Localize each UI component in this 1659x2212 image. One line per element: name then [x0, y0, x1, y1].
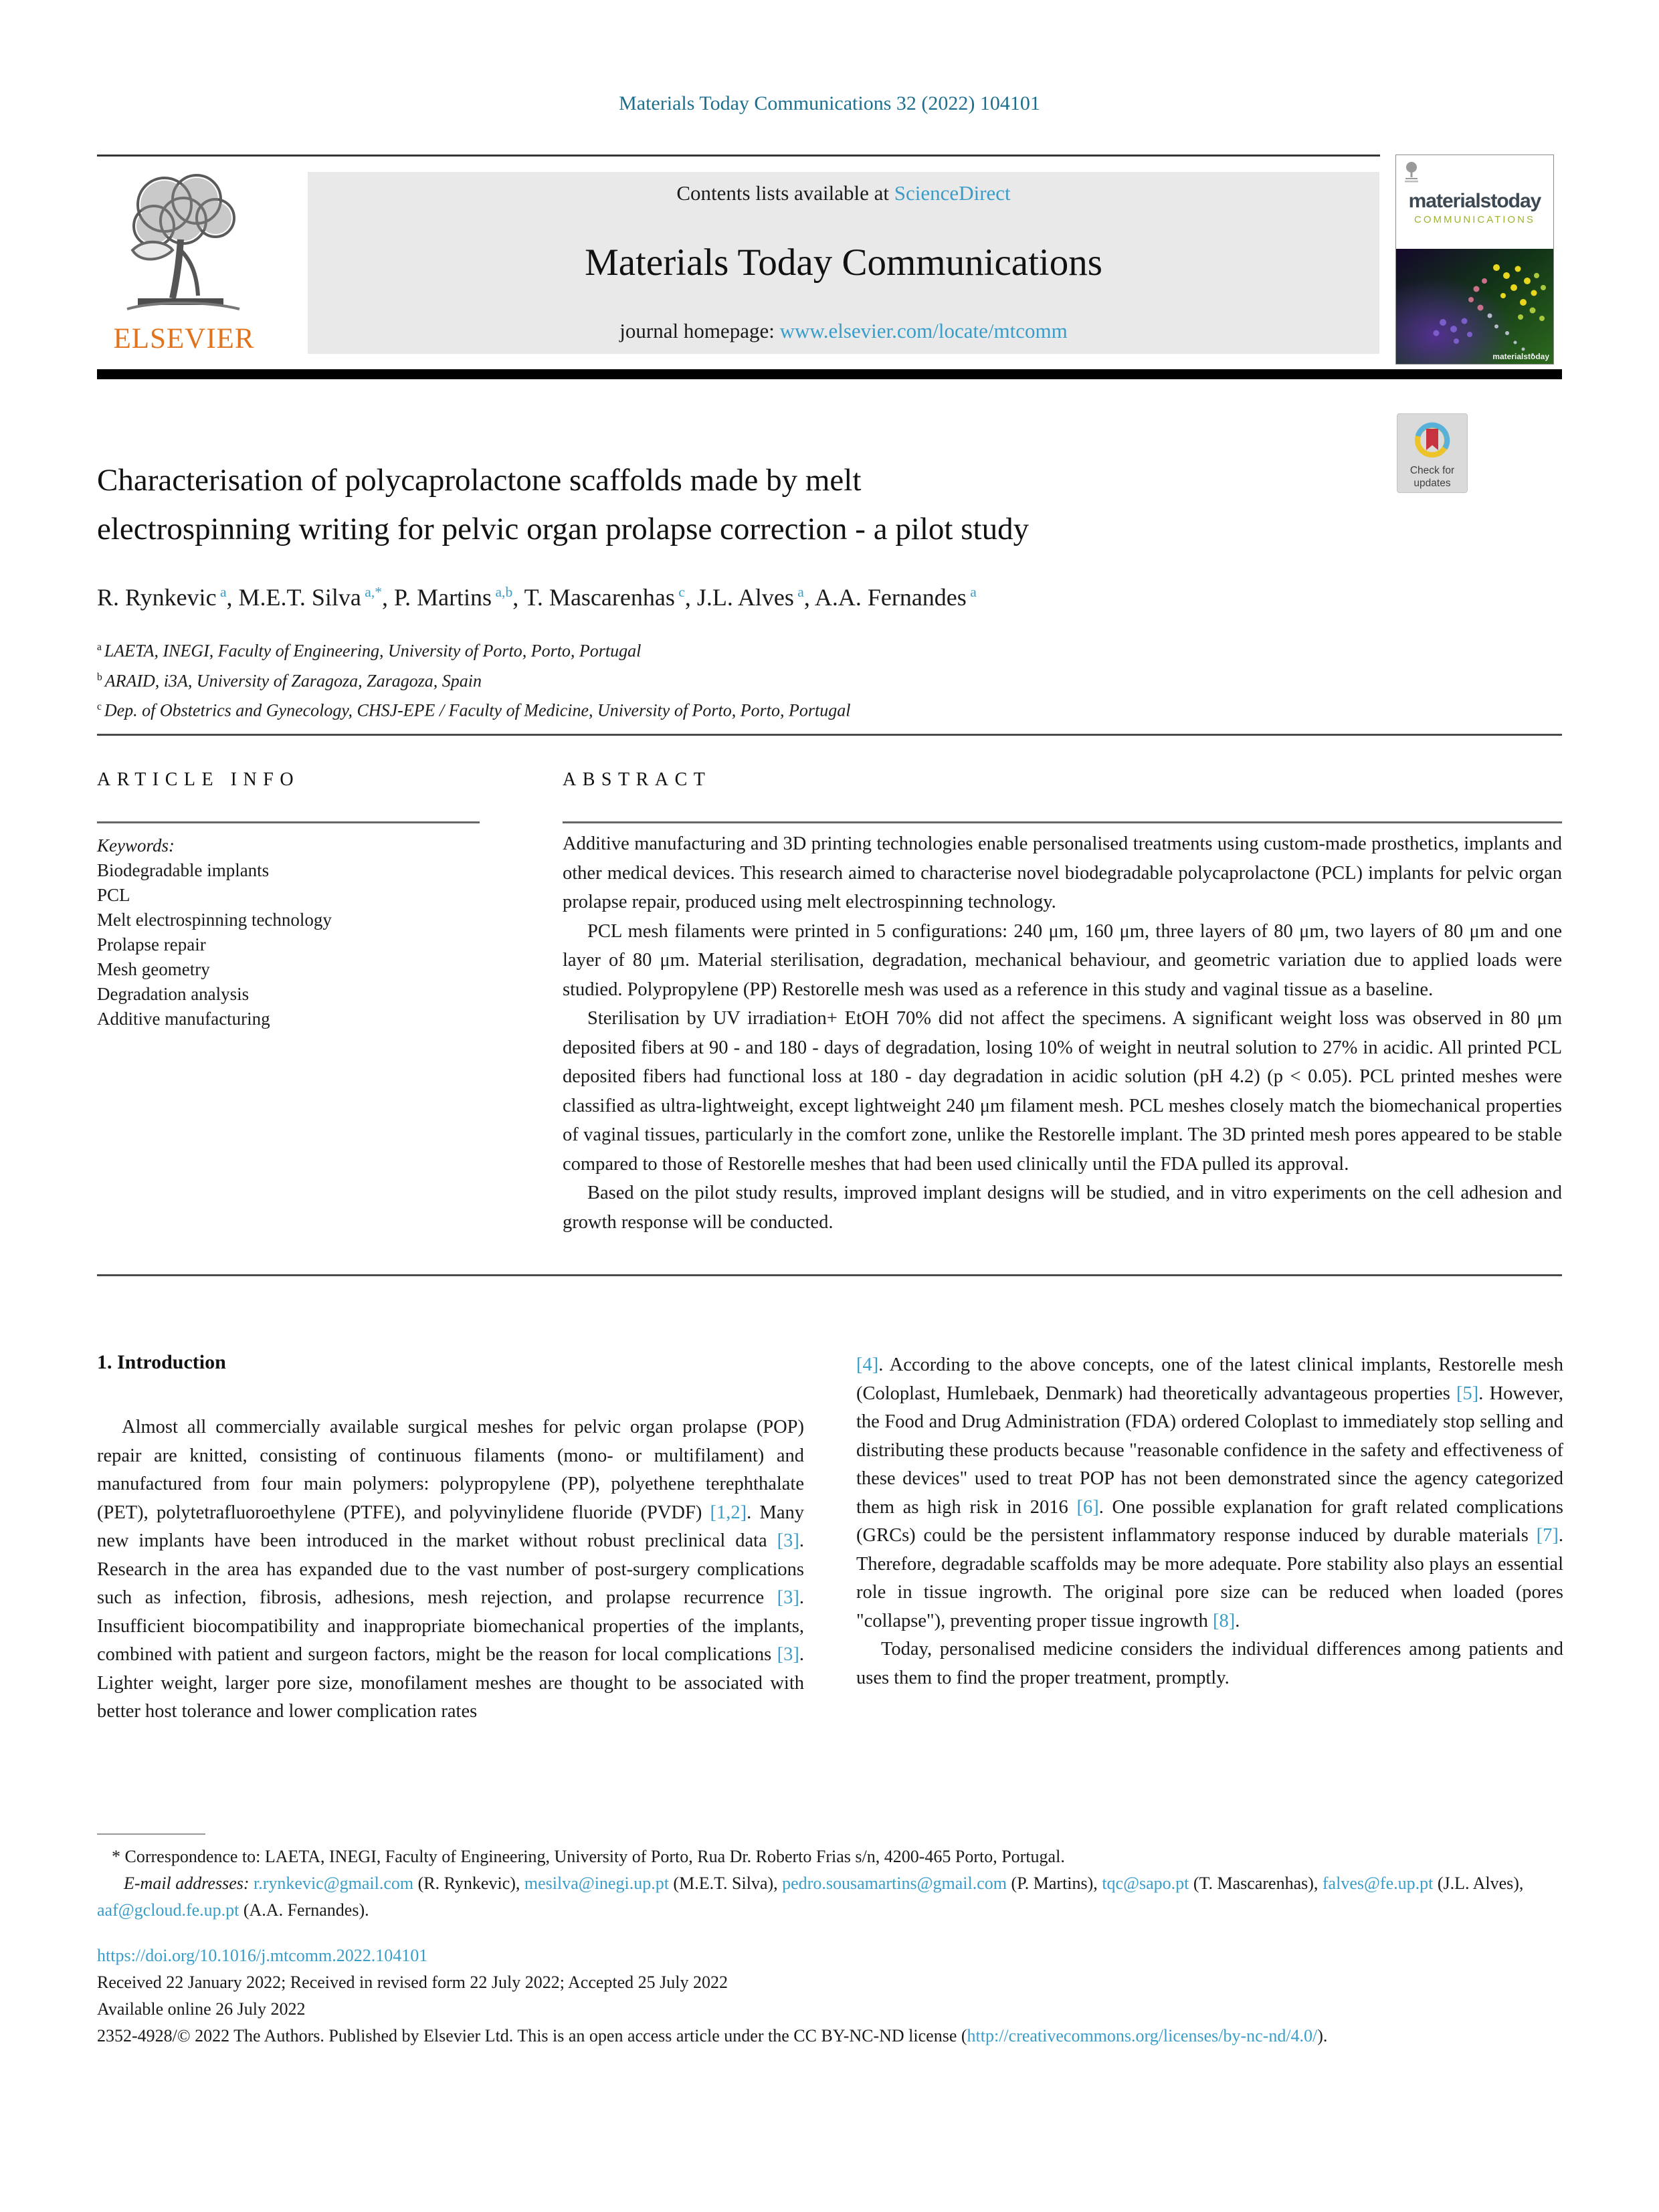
article-title [97, 456, 1435, 554]
inline-link[interactable]: [4] [856, 1354, 879, 1375]
keywords-list [97, 858, 525, 1031]
text-segment: a [966, 584, 977, 600]
text-segment: b [97, 671, 105, 683]
doi-url[interactable]: https://doi.org/10.1016/j.mtcomm.2022.104101 [97, 1946, 428, 1965]
text-segment: . Many new implants have been introduced in the market without robust preclinical data [97, 1502, 804, 1551]
footnotes [97, 1843, 1562, 2049]
text-segment: . According to the above concepts, one of the latest clinical implants, Restorelle mesh (Coloplast, Humlebaek, Denmark) had theoretically advantageous properties [856, 1354, 1563, 1404]
inline-link[interactable]: http://creativecommons.org/licenses/by-nc-nd/4.0/ [967, 2026, 1318, 2045]
received-dates: Received 22 January 2022; Received in revised form 22 July 2022; Accepted 25 July 2022 [97, 1973, 728, 1992]
text-segment: c [674, 584, 685, 600]
text-segment: a,* [361, 584, 383, 600]
text-segment: , J.L. Alves [684, 584, 794, 611]
abstract-paragraph: PCL mesh filaments were printed in 5 configurations: 240 μm, 160 μm, three layers of 80 μm, two layers of 80 μm and one layer of 80 μm. Material sterilisation, degradation, mechanical behaviour, and geometric variation due to applied loads were studied. Polypropylene (PP) Restorelle mesh was used as a reference in this study and vaginal tissue as a baseline. [563, 920, 1562, 1000]
text-segment: , P. Martins [382, 584, 492, 611]
inline-link[interactable]: www.elsevier.com/locate/mtcomm [779, 319, 1068, 342]
abstract-paragraph: Based on the pilot study results, improved implant designs will be studied, and in vitro experiments on the cell adhesion and growth response will be conducted. [563, 1183, 1562, 1233]
inline-link[interactable]: [6] [1076, 1496, 1099, 1518]
keyword-item: Additive manufacturing [97, 1009, 270, 1029]
text-segment: 2352-4928/© 2022 The Authors. Published by Elsevier Ltd. This is an open access article under the CC BY-NC-ND license ( [97, 2026, 967, 2045]
keyword-item: Melt electrospinning technology [97, 910, 332, 930]
text-segment: (T. Mascarenhas), [1189, 1874, 1323, 1893]
abstract-paragraph: Sterilisation by UV irradiation+ EtOH 70% did not affect the specimens. A significant weight loss was observed in 80 μm deposited fibers at 90 - and 180 - days of degradation, losing 10% of weight in neutral solution to 27% in acidic. All printed PCL deposited fibers had functional loss at 180 - day degradation in acidic solution (pH 4.2) (p < 0.05). PCL printed meshes were classified as ultra-lightweight, except lightweight 240 μm filament mesh. PCL meshes closely match the biomechanical properties of vaginal tissues, particularly in the comfort zone, unlike the Restorelle implant. The 3D printed mesh pores appeared to be stable compared to those of Restorelle meshes that had been used clinically until the FDA pulled its approval. [563, 1008, 1562, 1175]
cover-brand-small: materialstoday [1492, 352, 1549, 361]
keyword-item: Prolapse repair [97, 934, 206, 954]
inline-link[interactable]: [3] [777, 1587, 799, 1608]
correspondence-note: * Correspondence to: LAETA, INEGI, Faculty of Engineering, University of Porto, Rua Dr. Roberto Frias s/n, 4200-465 Porto, Portugal. [112, 1847, 1065, 1866]
text-segment: . Lighter weight, larger pore size, monofilament meshes are thought to be associated with better host tolerance and lower complication rates [97, 1644, 804, 1722]
inline-link[interactable]: falves@fe.up.pt [1322, 1874, 1434, 1893]
intro-paragraph-left [97, 1413, 804, 1726]
header-top-rule [97, 155, 1380, 157]
email-addresses-note [97, 1870, 1562, 1924]
author-line [97, 583, 1502, 611]
intro-paragraph-right-2: Today, personalised medicine considers the individual differences among patients and uses them to find the proper treatment, promptly. [856, 1639, 1563, 1688]
article-info-rule [97, 821, 480, 823]
text-segment: Almost all commercially available surgical meshes for pelvic organ prolapse (POP) repair are knitted, consisting of continuous filaments (mono- or multifilament) and manufactured from four main polymers: polypropylene (PP), polyethene terephthalate (PET), polytetrafluoroethylene (PTFE), and polyvinylidene fluoride (PVDF) [97, 1417, 804, 1523]
inline-link[interactable]: [3] [777, 1530, 799, 1551]
journal-title: Materials Today Communications [585, 241, 1102, 284]
inline-link[interactable]: pedro.sousamartins@gmail.com [782, 1874, 1007, 1893]
homepage-line [619, 319, 1067, 343]
crossmark-icon [1411, 419, 1453, 461]
abstract-body [563, 829, 1562, 1237]
text-segment: . Research in the area has expanded due to the vast number of post-surgery complications such as infection, fibrosis, adhesions, mesh rejection, and prolapse recurrence [97, 1530, 804, 1608]
inline-link[interactable]: mesilva@inegi.up.pt [524, 1874, 669, 1893]
text-segment: a,b [492, 584, 513, 600]
text-segment: a [216, 584, 227, 600]
list-item: Characterisation of polycaprolactone scaffolds made by melt [97, 463, 862, 498]
section-heading-introduction: 1. Introduction [97, 1351, 226, 1373]
right-column [856, 1351, 1563, 1692]
abstract-paragraph: Additive manufacturing and 3D printing technologies enable personalised treatments using custom-made prosthetics, implants and other medical devices. This research aimed to characterise novel biodegradable polycaprolactone (PCL) implants for pelvic organ prolapse repair, produced using melt electrospinning technology. [563, 833, 1562, 912]
available-online: Available online 26 July 2022 [97, 1999, 306, 2019]
cover-subtitle-text: COMMUNICATIONS [1414, 214, 1535, 225]
keyword-item: Biodegradable implants [97, 860, 270, 880]
text-segment: (P. Martins), [1007, 1874, 1102, 1893]
list-item: electrospinning writing for pelvic organ prolapse correction - a pilot study [97, 512, 1030, 546]
article-info-heading: ARTICLE INFO [97, 769, 300, 790]
cover-elsevier-mini-icon [1403, 161, 1420, 183]
text-segment: E-mail addresses: [124, 1874, 254, 1893]
text-segment: R. Rynkevic [97, 584, 217, 611]
doi-link[interactable] [97, 1942, 1562, 1969]
cover-artwork [1396, 249, 1553, 364]
text-segment: (J.L. Alves), [1433, 1874, 1524, 1893]
text-segment: (R. Rynkevic), [413, 1874, 524, 1893]
license-note [97, 2023, 1562, 2049]
inline-link[interactable]: tqc@sapo.pt [1102, 1874, 1189, 1893]
text-segment: ARAID, i3A, University of Zaragoza, Zaragoza, Spain [104, 671, 482, 691]
affiliation-line [97, 634, 1502, 664]
inline-link[interactable]: r.rynkevic@gmail.com [254, 1874, 414, 1893]
text-segment: a [793, 584, 804, 600]
text-segment: LAETA, INEGI, Faculty of Engineering, University of Porto, Porto, Portugal [104, 641, 642, 661]
contents-line [676, 181, 1010, 205]
inline-link[interactable]: [5] [1456, 1383, 1479, 1404]
crossmark-label-line1: Check for [1409, 465, 1455, 476]
inline-link[interactable]: [8] [1212, 1610, 1236, 1631]
affiliation-line [97, 694, 1502, 724]
journal-header-banner [308, 172, 1379, 354]
inline-link[interactable]: aaf@gcloud.fe.up.pt [97, 1900, 239, 1920]
keywords-block [97, 833, 525, 1031]
text-segment: journal homepage: [619, 319, 780, 342]
text-segment: , A.A. Fernandes [803, 584, 967, 611]
text-segment: ). [1317, 2026, 1328, 2045]
text-segment: , M.E.T. Silva [226, 584, 361, 611]
affiliation-line [97, 664, 1502, 694]
journal-cover-thumbnail [1395, 155, 1554, 365]
text-segment: a [97, 641, 104, 653]
elsevier-logo [100, 170, 268, 356]
left-column [97, 1351, 804, 1726]
affiliations [97, 634, 1502, 724]
elsevier-tree-icon [114, 170, 254, 321]
abstract-heading: ABSTRACT [563, 769, 712, 790]
keyword-item: Degradation analysis [97, 984, 250, 1004]
text-segment: . One possible explanation for graft related complications (GRCs) could be the persistent inflammatory response induced by durable materials [856, 1496, 1563, 1546]
text-segment: . Therefore, degradable scaffolds may be more adequate. Pore stability also plays an essential role in tissue ingrowth. The original pore size can be reduced when loaded (pores "collapse"), preventing proper tissue ingrowth [856, 1525, 1563, 1631]
text-segment: . Insufficient biocompatibility and inappropriate biomechanical properties of the implants, combined with patient and surgeon factors, might be the reason for local complications [97, 1587, 804, 1665]
text-segment: (A.A. Fernandes). [239, 1900, 369, 1920]
keyword-item: PCL [97, 885, 130, 905]
keyword-item: Mesh geometry [97, 959, 210, 979]
inline-link[interactable]: [7] [1536, 1525, 1559, 1546]
crossmark-label-line2: updates [1413, 478, 1451, 489]
text-segment: Contents lists available at [676, 181, 894, 205]
elsevier-wordmark: ELSEVIER [113, 323, 255, 355]
footnote-rule [97, 1833, 205, 1835]
text-segment: . However, the Food and Drug Administration (FDA) ordered Coloplast to immediately stop selling and distributing these products because "reasonable confidence in the safety and effectiveness of these devices" used to treat POP has not been demonstrated since the agency categorized them as high risk in 2016 [856, 1383, 1564, 1518]
text-segment: Dep. of Obstetrics and Gynecology, CHSJ-EPE / Faculty of Medicine, University of Porto, Porto, Portugal [104, 700, 851, 720]
info-block-top-rule [97, 734, 1562, 736]
text-segment: c [97, 701, 104, 713]
inline-link[interactable]: ScienceDirect [894, 181, 1011, 205]
text-segment: , T. Mascarenhas [512, 584, 675, 611]
journal-citation: Materials Today Communications 32 (2022) 104101 [619, 92, 1040, 114]
header-black-bar [97, 369, 1562, 379]
intro-paragraph-right-1 [856, 1351, 1563, 1635]
abstract-rule [563, 821, 1562, 823]
text-segment: (M.E.T. Silva), [668, 1874, 783, 1893]
text-segment: . [1235, 1610, 1240, 1631]
inline-link[interactable]: [3] [777, 1644, 799, 1665]
cover-brand-text: materialstoday [1408, 190, 1541, 212]
keywords-label: Keywords: [97, 835, 175, 856]
inline-link[interactable]: [1,2] [710, 1502, 747, 1523]
info-block-bottom-rule [97, 1274, 1562, 1276]
